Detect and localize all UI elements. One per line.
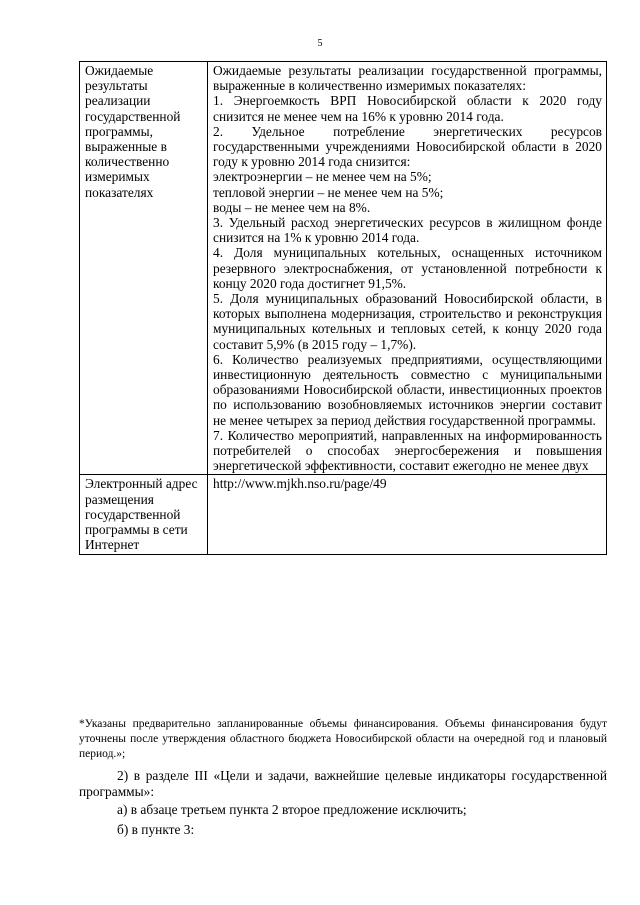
amendment-paragraph-2: 2) в разделе III «Цели и задачи, важнейшие целевые индикаторы государственной программы»: [79,768,607,799]
result-item-3: 3. Удельный расход энергетических ресурсов в жилищном фонде снизится на 1% к уровню 2014 года. [213,215,602,246]
result-item-2-electricity: электроэнергии – не менее чем на 5%; [213,169,432,185]
result-item-2-heat: тепловой энергии – не менее чем на 5%; [213,184,444,200]
footnote: *Указаны предварительно запланированные объемы финансирования. Объемы финансирования будут уточнены после утверждения областного бюджета Новосибирской области на очередной год и плановый период.»; [79,718,607,761]
result-item-2: 2. Удельное потребление энергетических ресурсов государственными учреждениями Новосибирской области в 2020 году к уровню 2014 года снизится: [213,123,602,170]
result-item-4: 4. Доля муниципальных котельных, оснащенных источником резервного электроснабжения, от установленной потребности к концу 2020 года достигнет 91,5%. [213,245,602,291]
page-number: 5 [317,38,323,49]
result-item-2-water: воды – не менее чем на 8%. [213,199,371,215]
program-passport-table [79,61,607,555]
amendment-subparagraph-a: а) в абзаце третьем пункта 2 второе предложение исключить; [117,802,467,817]
result-item-1: 1. Энергоемкость ВРП Новосибирской области к 2020 году снизится не менее чем на 16% к уровню 2014 года. [213,93,602,124]
internet-address-cell [208,475,607,554]
table-row [80,475,607,554]
row-header-internet-address: Электронный адрес размещения государственной программы в сети Интернет [80,475,208,554]
row-header-expected-results: Ожидаемые результаты реализации государственной программы, выраженные в количественно измеримых показателях [80,62,208,475]
program-url-link[interactable]: http://www.mjkh.nso.ru/page/49 [213,476,387,492]
table-row [80,62,607,475]
amendment-subparagraph-b: б) в пункте 3: [117,822,195,837]
results-intro: Ожидаемые результаты реализации государственной программы, выраженные в количественно измеримых показателях: [213,63,602,94]
result-item-6: 6. Количество реализуемых предприятиями, осуществляющими инвестиционную деятельность совместно с муниципальными образованиями Новосибирской области, инвестиционных проектов по использованию возобновляемых источников энергии составит не менее четырех за период действия государственной программы. [213,351,602,428]
result-item-5: 5. Доля муниципальных образований Новосибирской области, в которых выполнена модернизация, строительство и реконструкция муниципальных котельных и тепловых сетей, к концу 2020 года составит 5,9% (в 2015 году – 1,7%). [213,291,602,352]
result-item-7: 7. Количество мероприятий, направленных на информированность потребителей о способах энергосбережения и повышения энергетической эффективности, составит ежегодно не менее двух [213,427,602,474]
expected-results-cell [208,62,607,475]
